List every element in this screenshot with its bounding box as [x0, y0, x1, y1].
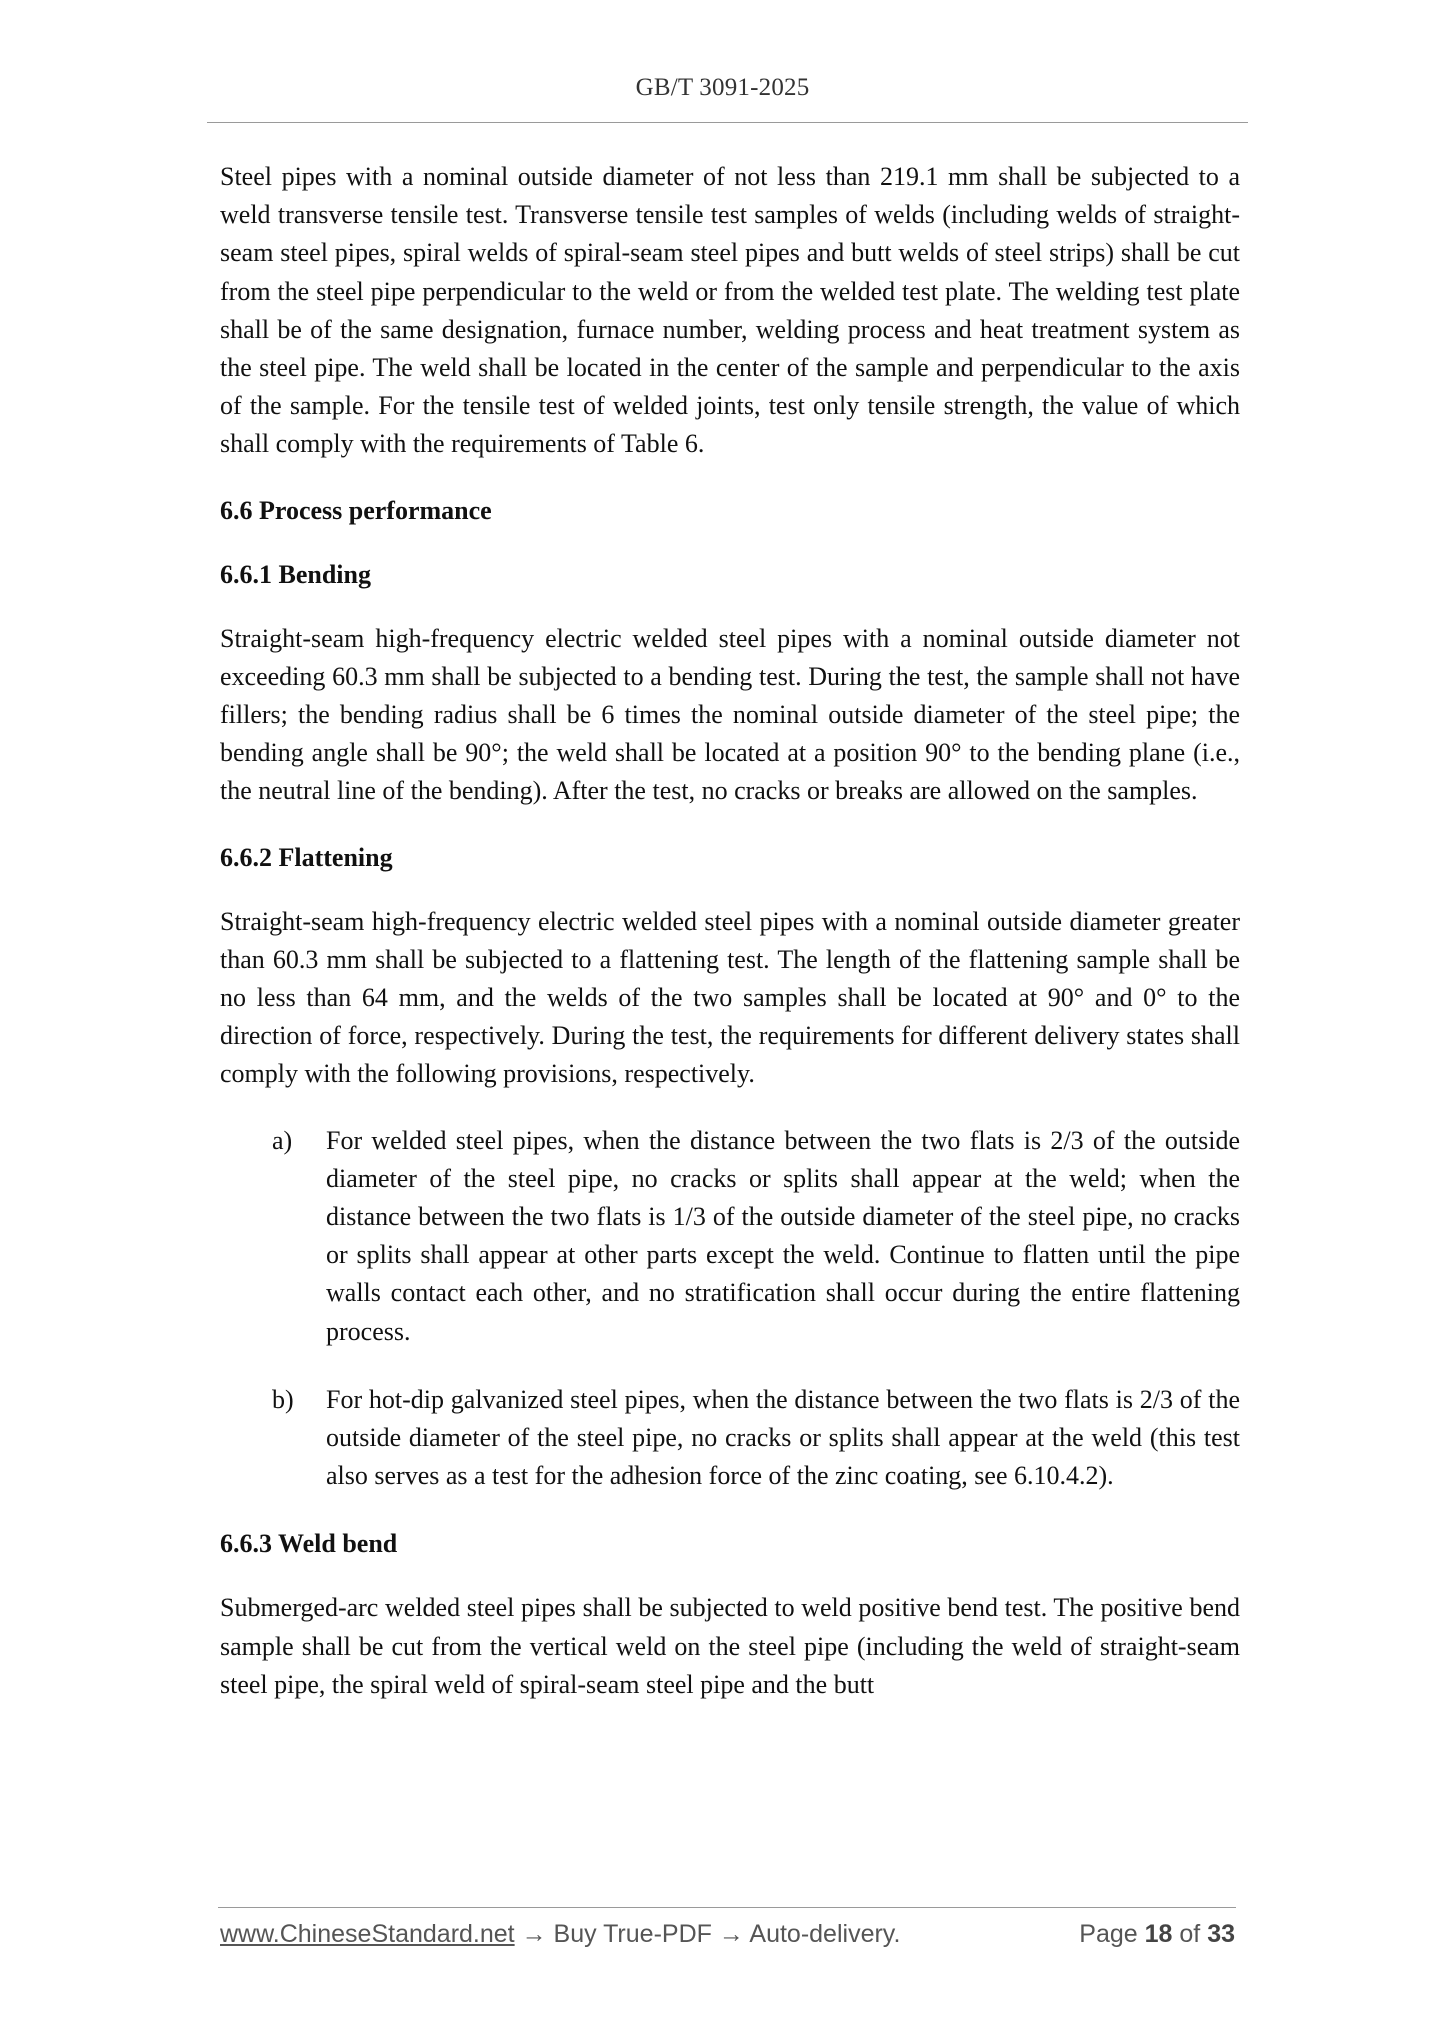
section-heading-6-6: 6.6 Process performance	[220, 495, 492, 525]
page-content	[220, 158, 1240, 1732]
page-footer	[220, 1920, 1235, 1949]
section-heading-6-6-2: 6.6.2 Flattening	[220, 842, 393, 872]
footer-divider	[218, 1907, 1236, 1908]
section-heading-6-6-1: 6.6.1 Bending	[220, 559, 371, 589]
page-current: 18	[1144, 1920, 1173, 1948]
list-marker-a: a)	[272, 1125, 293, 1155]
page-label: Page	[1079, 1920, 1138, 1948]
list-item-a	[220, 1122, 1240, 1351]
list-marker-b: b)	[272, 1384, 294, 1414]
chinesestandard-link[interactable]: www.ChineseStandard.net	[220, 1920, 515, 1948]
weld-bend-paragraph: Submerged-arc welded steel pipes shall be subjected to weld positive bend test. The positive bend sample shall be cut from the vertical weld on the steel pipe (including the weld of straight-seam steel pipe, the spiral weld of spiral-seam steel pipe and the butt	[220, 1593, 1240, 1699]
footer-tagline: → Buy True-PDF → Auto-delivery.	[514, 1920, 901, 1948]
section-heading-6-6-3: 6.6.3 Weld bend	[220, 1529, 398, 1559]
bending-paragraph: Straight-seam high-frequency electric welded steel pipes with a nominal outside diameter not exceeding 60.3 mm shall be subjected to a bending test. During the test, the sample shall not have fillers; the bending radius shall be 6 times the nominal outside diameter of the steel pipe; the bending angle shall be 90°; the weld shall be located at a position 90° to the bending plane (i.e., the neutral line of the bending). After the test, no cracks or breaks are allowed on the samples.	[220, 623, 1240, 806]
intro-paragraph: Steel pipes with a nominal outside diameter of not less than 219.1 mm shall be subjected to a weld transverse tensile test. Transverse tensile test samples of welds (including welds of straight-seam steel pipes, spiral welds of spiral-seam steel pipes and butt welds of steel strips) shall be cut from the steel pipe perpendicular to the weld or from the welded test plate. The welding test plate shall be of the same designation, furnace number, welding process and heat treatment system as the steel pipe. The weld shall be located in the center of the sample and perpendicular to the axis of the sample. For the tensile test of welded joints, test only tensile strength, the value of which shall comply with the requirements of Table 6.	[220, 162, 1240, 459]
page-of-label: of	[1179, 1920, 1201, 1948]
flattening-paragraph: Straight-seam high-frequency electric welded steel pipes with a nominal outside diameter greater than 60.3 mm shall be subjected to a flattening test. The length of the flattening sample shall be no less than 64 mm, and the welds of the two samples shall be located at 90° and 0° to the direction of force, respectively. During the test, the requirements for different delivery states shall comply with the following provisions, respectively.	[220, 906, 1240, 1089]
document-id-header: GB/T 3091-2025	[635, 74, 810, 101]
page-total: 33	[1207, 1920, 1235, 1948]
list-item-b	[220, 1381, 1240, 1496]
page-indicator	[1079, 1920, 1235, 1949]
header-divider	[207, 122, 1248, 123]
footer-promo	[220, 1920, 900, 1949]
list-text-a: For welded steel pipes, when the distance between the two flats is 2/3 of the outside diameter of the steel pipe, no cracks or splits shall appear at the weld; when the distance between the two flats is 1/3 of the outside diameter of the steel pipe, no cracks or splits shall appear at other parts except the weld. Continue to flatten until the pipe walls contact each other, and no stratification shall occur during the entire flattening process.	[326, 1125, 1240, 1346]
list-text-b: For hot-dip galvanized steel pipes, when the distance between the two flats is 2/3 of the outside diameter of the steel pipe, no cracks or splits shall appear at the weld (this test also serves as a test for the adhesion force of the zinc coating, see 6.10.4.2).	[326, 1384, 1240, 1491]
